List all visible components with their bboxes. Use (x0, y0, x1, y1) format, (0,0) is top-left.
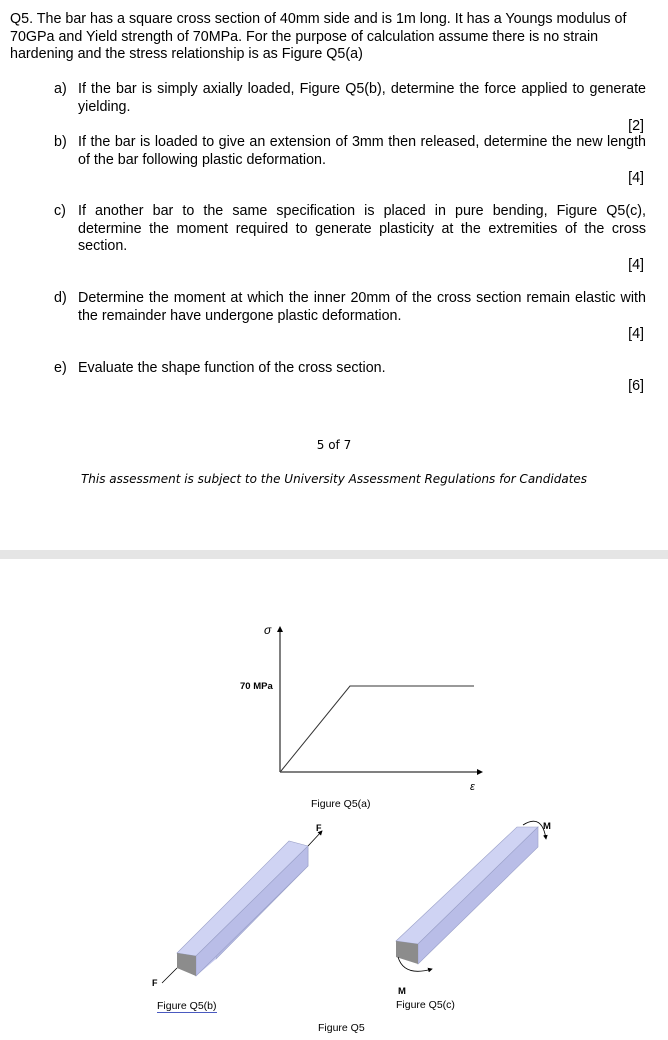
part-text: Evaluate the shape function of the cross section. (78, 360, 386, 376)
force-label-bottom: F (152, 978, 158, 988)
question-part-d (54, 290, 646, 325)
bar-bending (396, 821, 546, 971)
part-b-marks: [4] (628, 170, 644, 186)
figure-q5 (0, 559, 668, 1040)
caption-figure-b: Figure Q5(b) (157, 1000, 217, 1012)
question-part-e (54, 360, 646, 378)
stress-strain-curve (281, 686, 474, 771)
bar-axial (162, 831, 322, 983)
part-label: c) (54, 203, 66, 219)
part-label: a) (54, 81, 67, 97)
page-divider (0, 550, 668, 559)
force-label-top: F (316, 823, 322, 833)
part-text: If another bar to the same specification is placed in pure bending, Figure Q5(c), determine the moment required to generate plasticity at the extremities of the cross section. (78, 203, 646, 255)
part-label: e) (54, 360, 67, 376)
part-label: b) (54, 134, 67, 150)
part-d-marks: [4] (628, 326, 644, 342)
moment-label-top: M (543, 821, 551, 832)
part-text: Determine the moment at which the inner 20mm of the cross section remain elastic with the remainder have undergone plastic deformation. (78, 290, 646, 324)
part-label: d) (54, 290, 67, 306)
part-text: If the bar is loaded to give an extension of 3mm then released, determine the new length of the bar following plastic deformation. (78, 134, 646, 168)
force-arrow-top (308, 831, 322, 846)
question-part-b (54, 134, 646, 169)
part-e-marks: [6] (628, 378, 644, 394)
strain-symbol: ε (470, 781, 475, 793)
caption-figure-c: Figure Q5(c) (396, 999, 455, 1011)
question-intro: Q5. The bar has a square cross section of 40mm side and is 1m long. It has a Youngs modulus of 70GPa and Yield strength of 70MPa. For the purpose of calculation assume there is no strain hardening and the stress relationship is as Figure Q5(a) (10, 11, 627, 63)
moment-label-bottom: M (398, 986, 406, 997)
yield-label: 70 MPa (240, 681, 273, 692)
part-c-marks: [4] (628, 257, 644, 273)
regulations-note: This assessment is subject to the University Assessment Regulations for Candidates (80, 472, 588, 486)
caption-figure-a: Figure Q5(a) (311, 798, 371, 810)
page-number: 5 of 7 (316, 438, 352, 452)
caption-figure-main: Figure Q5 (318, 1022, 365, 1034)
stress-symbol: σ (264, 623, 272, 637)
force-arrow-bottom (162, 968, 177, 983)
part-a-marks: [2] (628, 118, 644, 134)
question-part-c (54, 203, 646, 256)
question-part-a (54, 81, 646, 116)
part-text: If the bar is simply axially loaded, Figure Q5(b), determine the force applied to generate yielding. (78, 81, 646, 115)
